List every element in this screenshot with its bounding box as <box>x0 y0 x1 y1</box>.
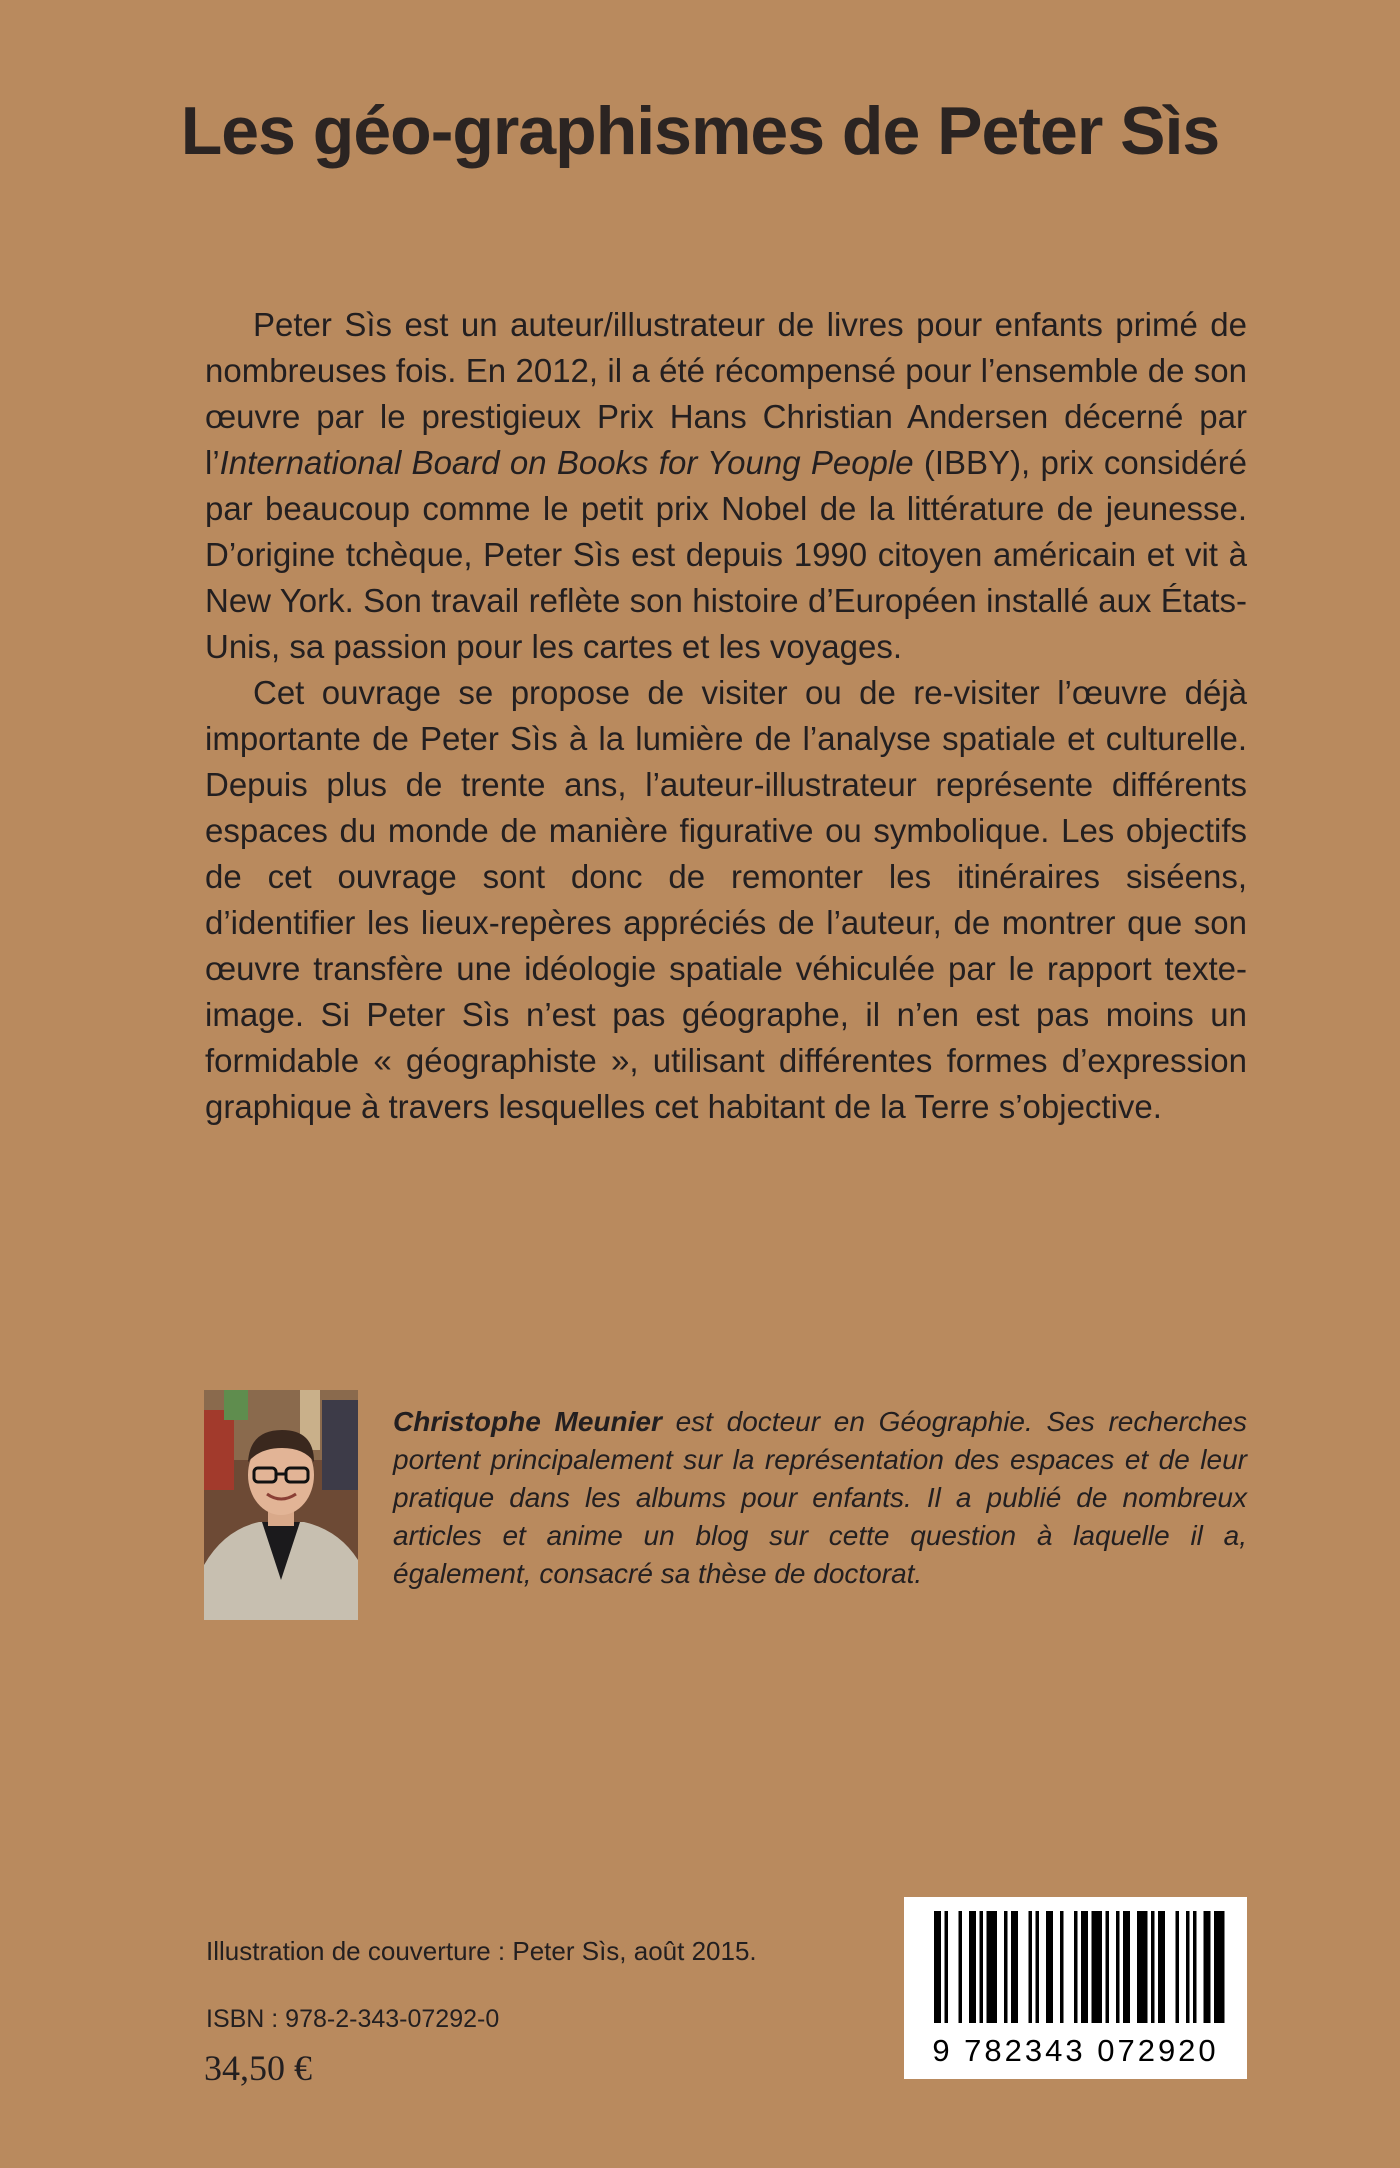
barcode-bar <box>1204 1911 1211 2023</box>
barcode-bar <box>1116 1911 1120 2023</box>
barcode-bar <box>1046 1911 1053 2023</box>
barcode-bar <box>1029 1911 1033 2023</box>
barcode-bar <box>1074 1911 1078 2023</box>
description-p1-italic: International Board on Books for Young People <box>219 444 914 481</box>
barcode-bar <box>1036 1911 1040 2023</box>
barcode-bar <box>1123 1911 1130 2023</box>
price: 34,50 € <box>204 2048 312 2088</box>
description-paragraph-1 <box>205 302 1247 670</box>
barcode <box>904 1897 1247 2079</box>
barcode-bar <box>969 1911 976 2023</box>
book-title: Les géo-graphismes de Peter Sìs <box>180 93 1220 169</box>
barcode-bar <box>987 1911 998 2023</box>
isbn: ISBN : 978-2-343-07292-0 <box>206 2005 500 2033</box>
barcode-bars <box>904 1897 1247 2037</box>
barcode-bar <box>980 1911 984 2023</box>
author-photo <box>204 1390 358 1620</box>
description-p1-end: (IBBY), prix considéré par beaucoup comme le petit prix Nobel de la littérature de jeunesse. D’origine tchèque, Peter Sìs est depuis 1990 citoyen américain et vit à New York. Son travail reflète son histoire d’Européen installé aux États-Unis, sa passion pour les cartes et les voyages. <box>205 444 1247 665</box>
barcode-digits: 9 782343 072920 <box>932 2033 1219 2068</box>
barcode-bar <box>1092 1911 1103 2023</box>
description-paragraph-2: Cet ouvrage se propose de visiter ou de re-visiter l’œuvre déjà importante de Peter Sìs à la lumière de l’analyse spatiale et culturelle. Depuis plus de trente ans, l’auteur-illustrateur représente différents espaces du monde de manière figurative ou symbolique. Les objectifs de cet ouvrage sont donc de remonter les itinéraires siséens, d’identifier les lieux-repères appréciés de l’auteur, de montrer que son œuvre transfère une idéologie spatiale véhiculée par le rapport texte-image. Si Peter Sìs n’est pas géographe, il n’en est pas moins un formidable « géographiste », utilisant différentes formes d’expression graphique à travers lesquelles cet habitant de la Terre s’objective. <box>205 674 1247 1125</box>
barcode-bar <box>1186 1911 1190 2023</box>
barcode-bar <box>1151 1911 1155 2023</box>
author-name: Christophe Meunier <box>393 1406 662 1437</box>
barcode-bar <box>1158 1911 1165 2023</box>
cover-illustration-credit: Illustration de couverture : Peter Sìs, août 2015. <box>206 1936 757 1966</box>
barcode-bar <box>1214 1911 1225 2023</box>
author-bio-text: est docteur en Géographie. Ses recherches portent principalement sur la représentation des espaces et de leur pratique dans les albums pour enfants. Il a publié de nombreux articles et anime un blog sur cette question à laquelle il a, également, consacré sa thèse de doctorat. <box>393 1406 1247 1589</box>
barcode-bar <box>1081 1911 1088 2023</box>
barcode-bar <box>1004 1911 1008 2023</box>
barcode-bar <box>1137 1911 1148 2023</box>
barcode-bar <box>1193 1911 1197 2023</box>
book-description <box>205 302 1247 1130</box>
barcode-bar <box>1176 1911 1180 2023</box>
barcode-bar <box>1011 1911 1018 2023</box>
author-bio <box>393 1403 1247 1593</box>
barcode-bar <box>959 1911 963 2023</box>
barcode-bar <box>1106 1911 1110 2023</box>
barcode-bar <box>945 1911 949 2023</box>
barcode-bar <box>934 1911 941 2023</box>
description-p1-start: Peter Sìs est un auteur/illustrateur de livres pour enfants primé de nombreuses fois. En 2012, il a été récompensé pour l’ensemble de son œuvre par le prestigieux Prix Hans Christian Andersen décerné par l’ <box>205 306 1247 481</box>
barcode-bar <box>1060 1911 1064 2023</box>
